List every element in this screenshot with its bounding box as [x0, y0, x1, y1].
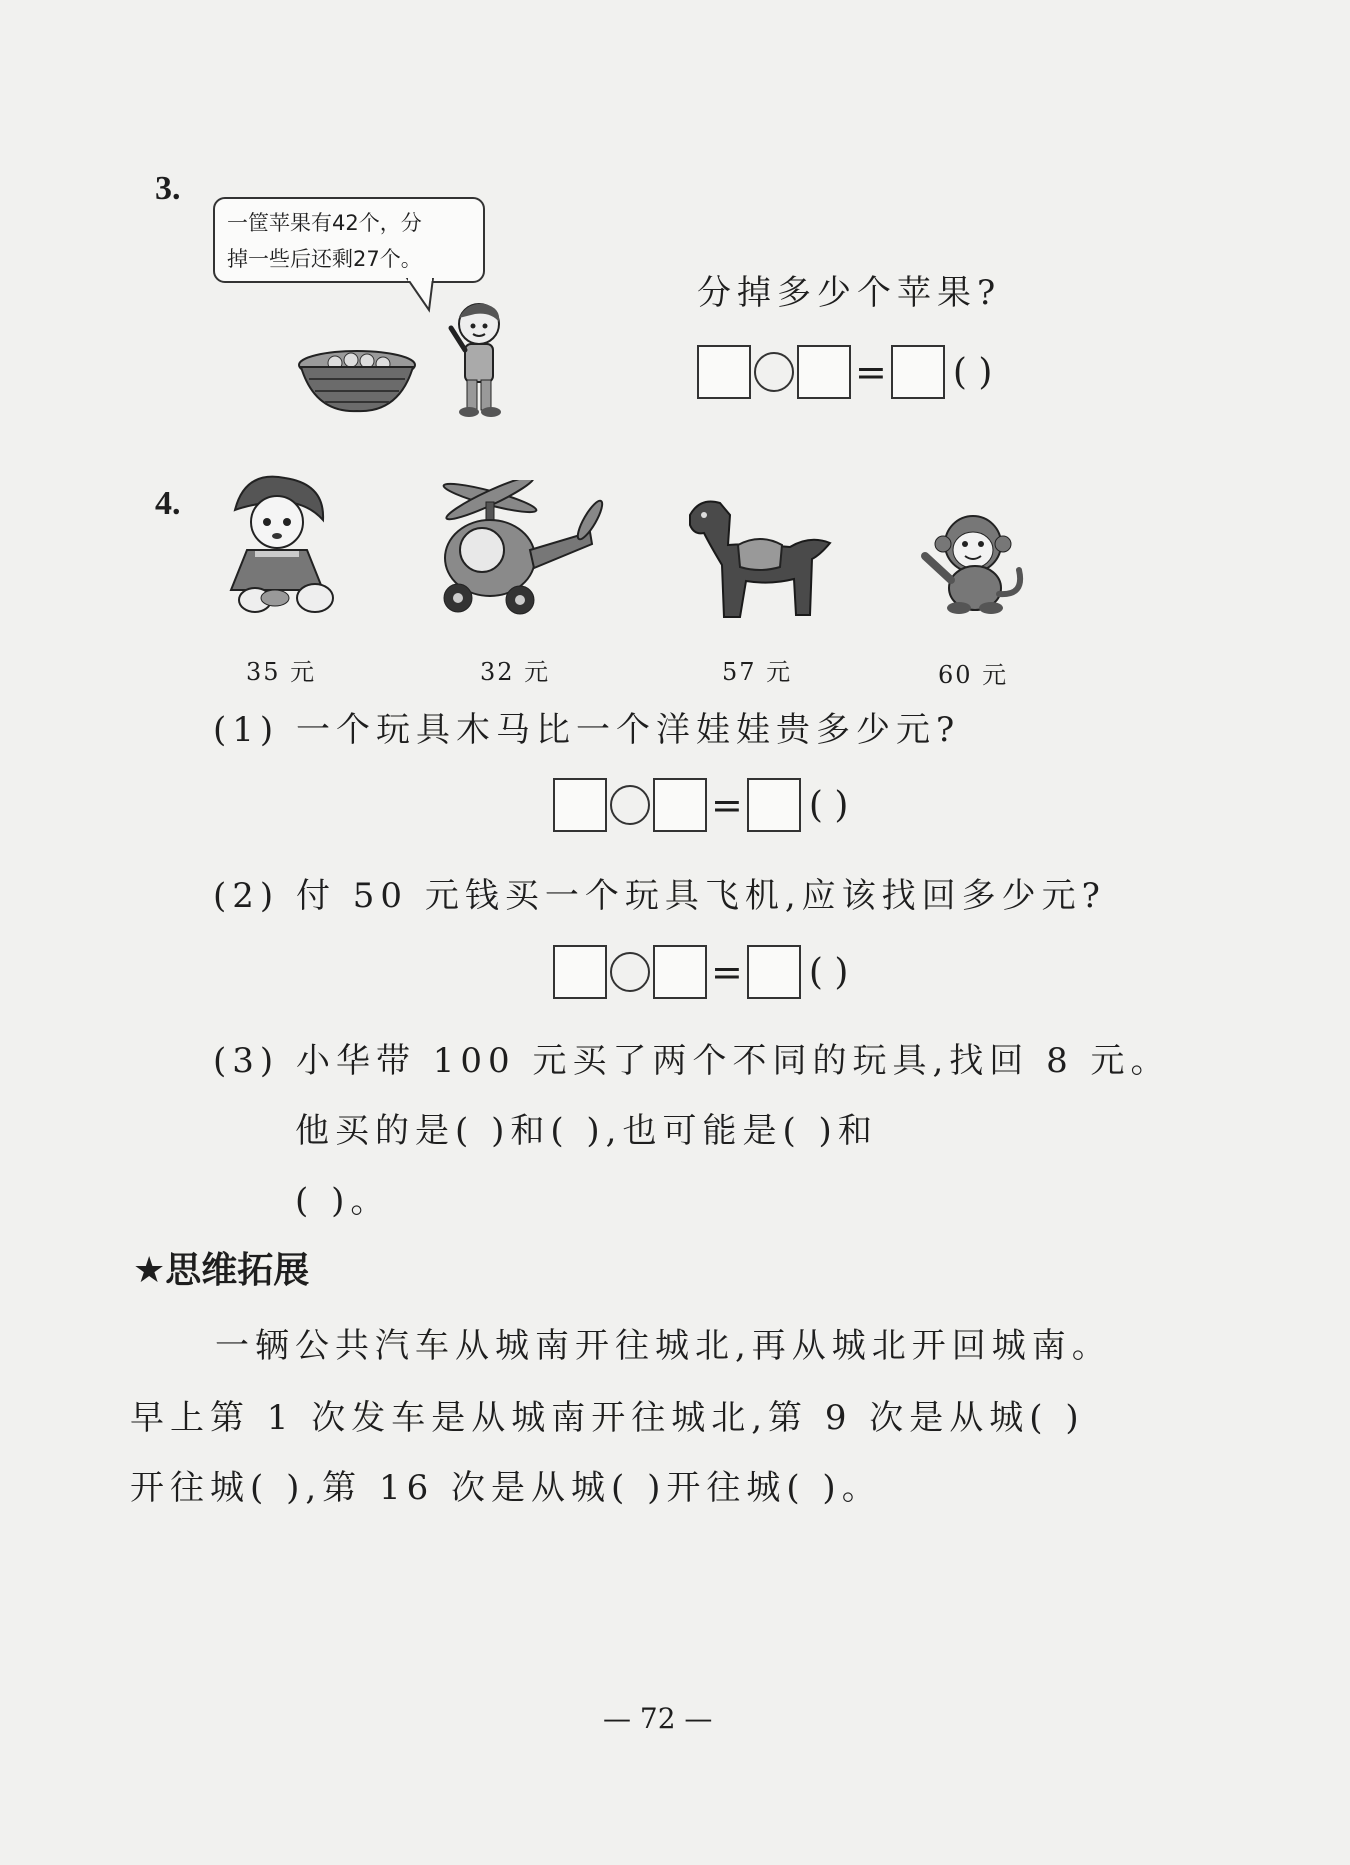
- q3-answer-box-2[interactable]: [797, 345, 851, 399]
- extension-line-3: 开往城( ),第 16 次是从城( )开往城( )。: [130, 1468, 882, 1508]
- q4-sub3-line2: 他买的是( )和( ),也可能是( )和: [295, 1111, 878, 1151]
- monkey-icon: [915, 510, 1030, 615]
- q4-1-answer-box-1[interactable]: [553, 778, 607, 832]
- page-number: — 72 —: [603, 1702, 713, 1735]
- doll-icon: [215, 470, 345, 620]
- helicopter-price: 32 元: [480, 658, 551, 686]
- q4-sub1-equation: [553, 778, 848, 832]
- q4-sub2-text: (2) 付 50 元钱买一个玩具飞机,应该找回多少元?: [213, 876, 1106, 916]
- doll-price: 35 元: [246, 658, 317, 686]
- q4-sub3-line3: ( )。: [295, 1181, 391, 1221]
- helicopter-icon: [430, 480, 605, 620]
- toy-horse-icon: [680, 495, 835, 625]
- q3-operator-circle[interactable]: [754, 352, 794, 392]
- q4-1-operator-circle[interactable]: [610, 785, 650, 825]
- q4-1-equals-sign: =: [711, 783, 743, 827]
- extension-line-2: 早上第 1 次发车是从城南开往城北,第 9 次是从城( ): [130, 1398, 1085, 1438]
- q3-answer-box-result[interactable]: [891, 345, 945, 399]
- q4-2-equals-sign: =: [711, 950, 743, 994]
- q3-equation: [697, 345, 992, 399]
- horse-price: 57 元: [722, 658, 793, 686]
- speech-bubble-tail: [405, 278, 445, 314]
- q4-1-answer-box-2[interactable]: [653, 778, 707, 832]
- extension-line-1: 一辆公共汽车从城南开往城北,再从城北开回城南。: [215, 1326, 1112, 1366]
- q3-equals-sign: =: [855, 350, 887, 394]
- extension-heading: ★思维拓展: [133, 1250, 310, 1291]
- q3-answer-box-1[interactable]: [697, 345, 751, 399]
- q4-sub2-equation: [553, 945, 848, 999]
- q4-2-answer-box-2[interactable]: [653, 945, 707, 999]
- question-3-text: 分掉多少个苹果?: [697, 273, 1002, 313]
- q4-2-unit-blank[interactable]: ( ): [808, 951, 849, 993]
- speech-bubble: [213, 197, 485, 283]
- speech-line-2: 掉一些后还剩27个。: [227, 247, 422, 271]
- q4-2-answer-box-1[interactable]: [553, 945, 607, 999]
- monkey-price: 60 元: [938, 661, 1009, 689]
- q4-sub1-text: (1) 一个玩具木马比一个洋娃娃贵多少元?: [213, 710, 961, 750]
- q4-2-operator-circle[interactable]: [610, 952, 650, 992]
- q3-unit-blank[interactable]: ( ): [952, 351, 993, 393]
- apple-basket-icon: [295, 345, 420, 415]
- q4-2-answer-box-result[interactable]: [747, 945, 801, 999]
- q4-sub3-line1: (3) 小华带 100 元买了两个不同的玩具,找回 8 元。: [213, 1041, 1171, 1081]
- question-3-number: 3.: [155, 170, 181, 207]
- boy-icon: [445, 300, 510, 420]
- q4-1-answer-box-result[interactable]: [747, 778, 801, 832]
- speech-line-1: 一筐苹果有42个，分: [227, 211, 422, 235]
- question-4-number: 4.: [155, 485, 181, 522]
- q4-1-unit-blank[interactable]: ( ): [808, 784, 849, 826]
